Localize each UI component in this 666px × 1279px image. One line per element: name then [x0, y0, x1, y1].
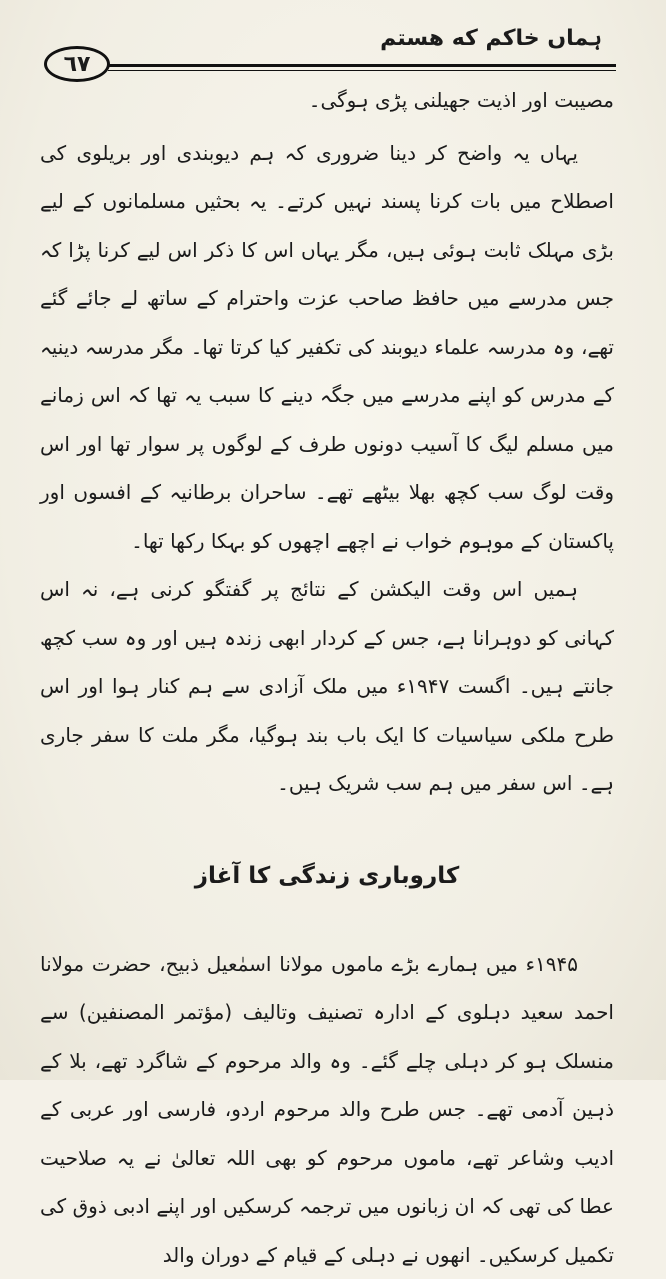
section-paragraph: ۱۹۴۵ء میں ہمارے بڑے ماموں مولانا اسمٰعیل ذبیح، حضرت مولانا احمد سعید دہلوی کے ادارہ تصنیف وتالیف (مؤتمر المصنفین) سے منسلک ہو کر دہلی چلے گئے۔ وہ والد مرحوم کے شاگرد تھے، بلا کے ذہین آدمی تھے۔ جس طرح والد مرحوم اردو، فارسی اور عربی کے ادیب وشاعر تھے، ماموں مرحوم کو بھی اللہ تعالیٰ نے یہ صلاحیت عطا کی تھی کہ ان زبانوں میں ترجمہ کرسکیں اور اپنے ادبی ذوق کی تکمیل کرسکیں۔ انھوں نے دہلی کے قیام کے دوران والد — [40, 940, 614, 1279]
page-number: ٦٧ — [44, 46, 110, 82]
running-title: ہماں خاکم که هستم — [380, 26, 602, 51]
header-rule-thin — [108, 70, 616, 71]
paragraph-3: ہمیں اس وقت الیکشن کے نتائج پر گفتگو کرنی ہے، نہ اس کہانی کو دوہرانا ہے، جس کے کردار ابھی زندہ ہیں اور وہ سب کچھ جانتے ہیں۔ اگست ۱۹۴۷ء میں ملک آزادی سے ہم کنار ہوا اور اس طرح ملکی سیاسیات کا ایک باب بند ہوگیا، مگر ملت کا سفر جاری ہے۔ اس سفر میں ہم سب شریک ہیں۔ — [40, 565, 614, 808]
paragraph-2: یہاں یہ واضح کر دینا ضروری کہ ہم دیوبندی اور بریلوی کی اصطلاح میں بات کرنا پسند نہیں کرتے۔ یہ بحثیں مسلمانوں کے لیے بڑی مہلک ثابت ہوئی ہیں، مگر یہاں اس کا ذکر اس لیے کرنا پڑا کہ جس مدرسے میں حافظ صاحب عزت واحترام کے ساتھ لے جائے گئے تھے، وہ مدرسہ علماء دیوبند کی تکفیر کیا کرتا تھا۔ مگر مدرسہ دینیہ کے مدرس کو اپنے مدرسے میں جگہ دینے کا سبب یہ تھا کہ اس زمانے میں مسلم لیگ کا آسیب دونوں طرف کے لوگوں پر سوار تھا اور اس وقت لوگ سب کچھ بھلا بیٹھے تھے۔ ساحران برطانیہ کے افسوں اور پاکستان کے موہوم خواب نے اچھے اچھوں کو بہکا رکھا تھا۔ — [40, 129, 614, 566]
header-rule — [108, 64, 616, 67]
section-heading: کاروباری زندگی کا آغاز — [40, 852, 614, 900]
paragraph-1: مصیبت اور اذیت جھیلنی پڑی ہوگی۔ — [40, 76, 614, 125]
page-body — [40, 76, 614, 1279]
